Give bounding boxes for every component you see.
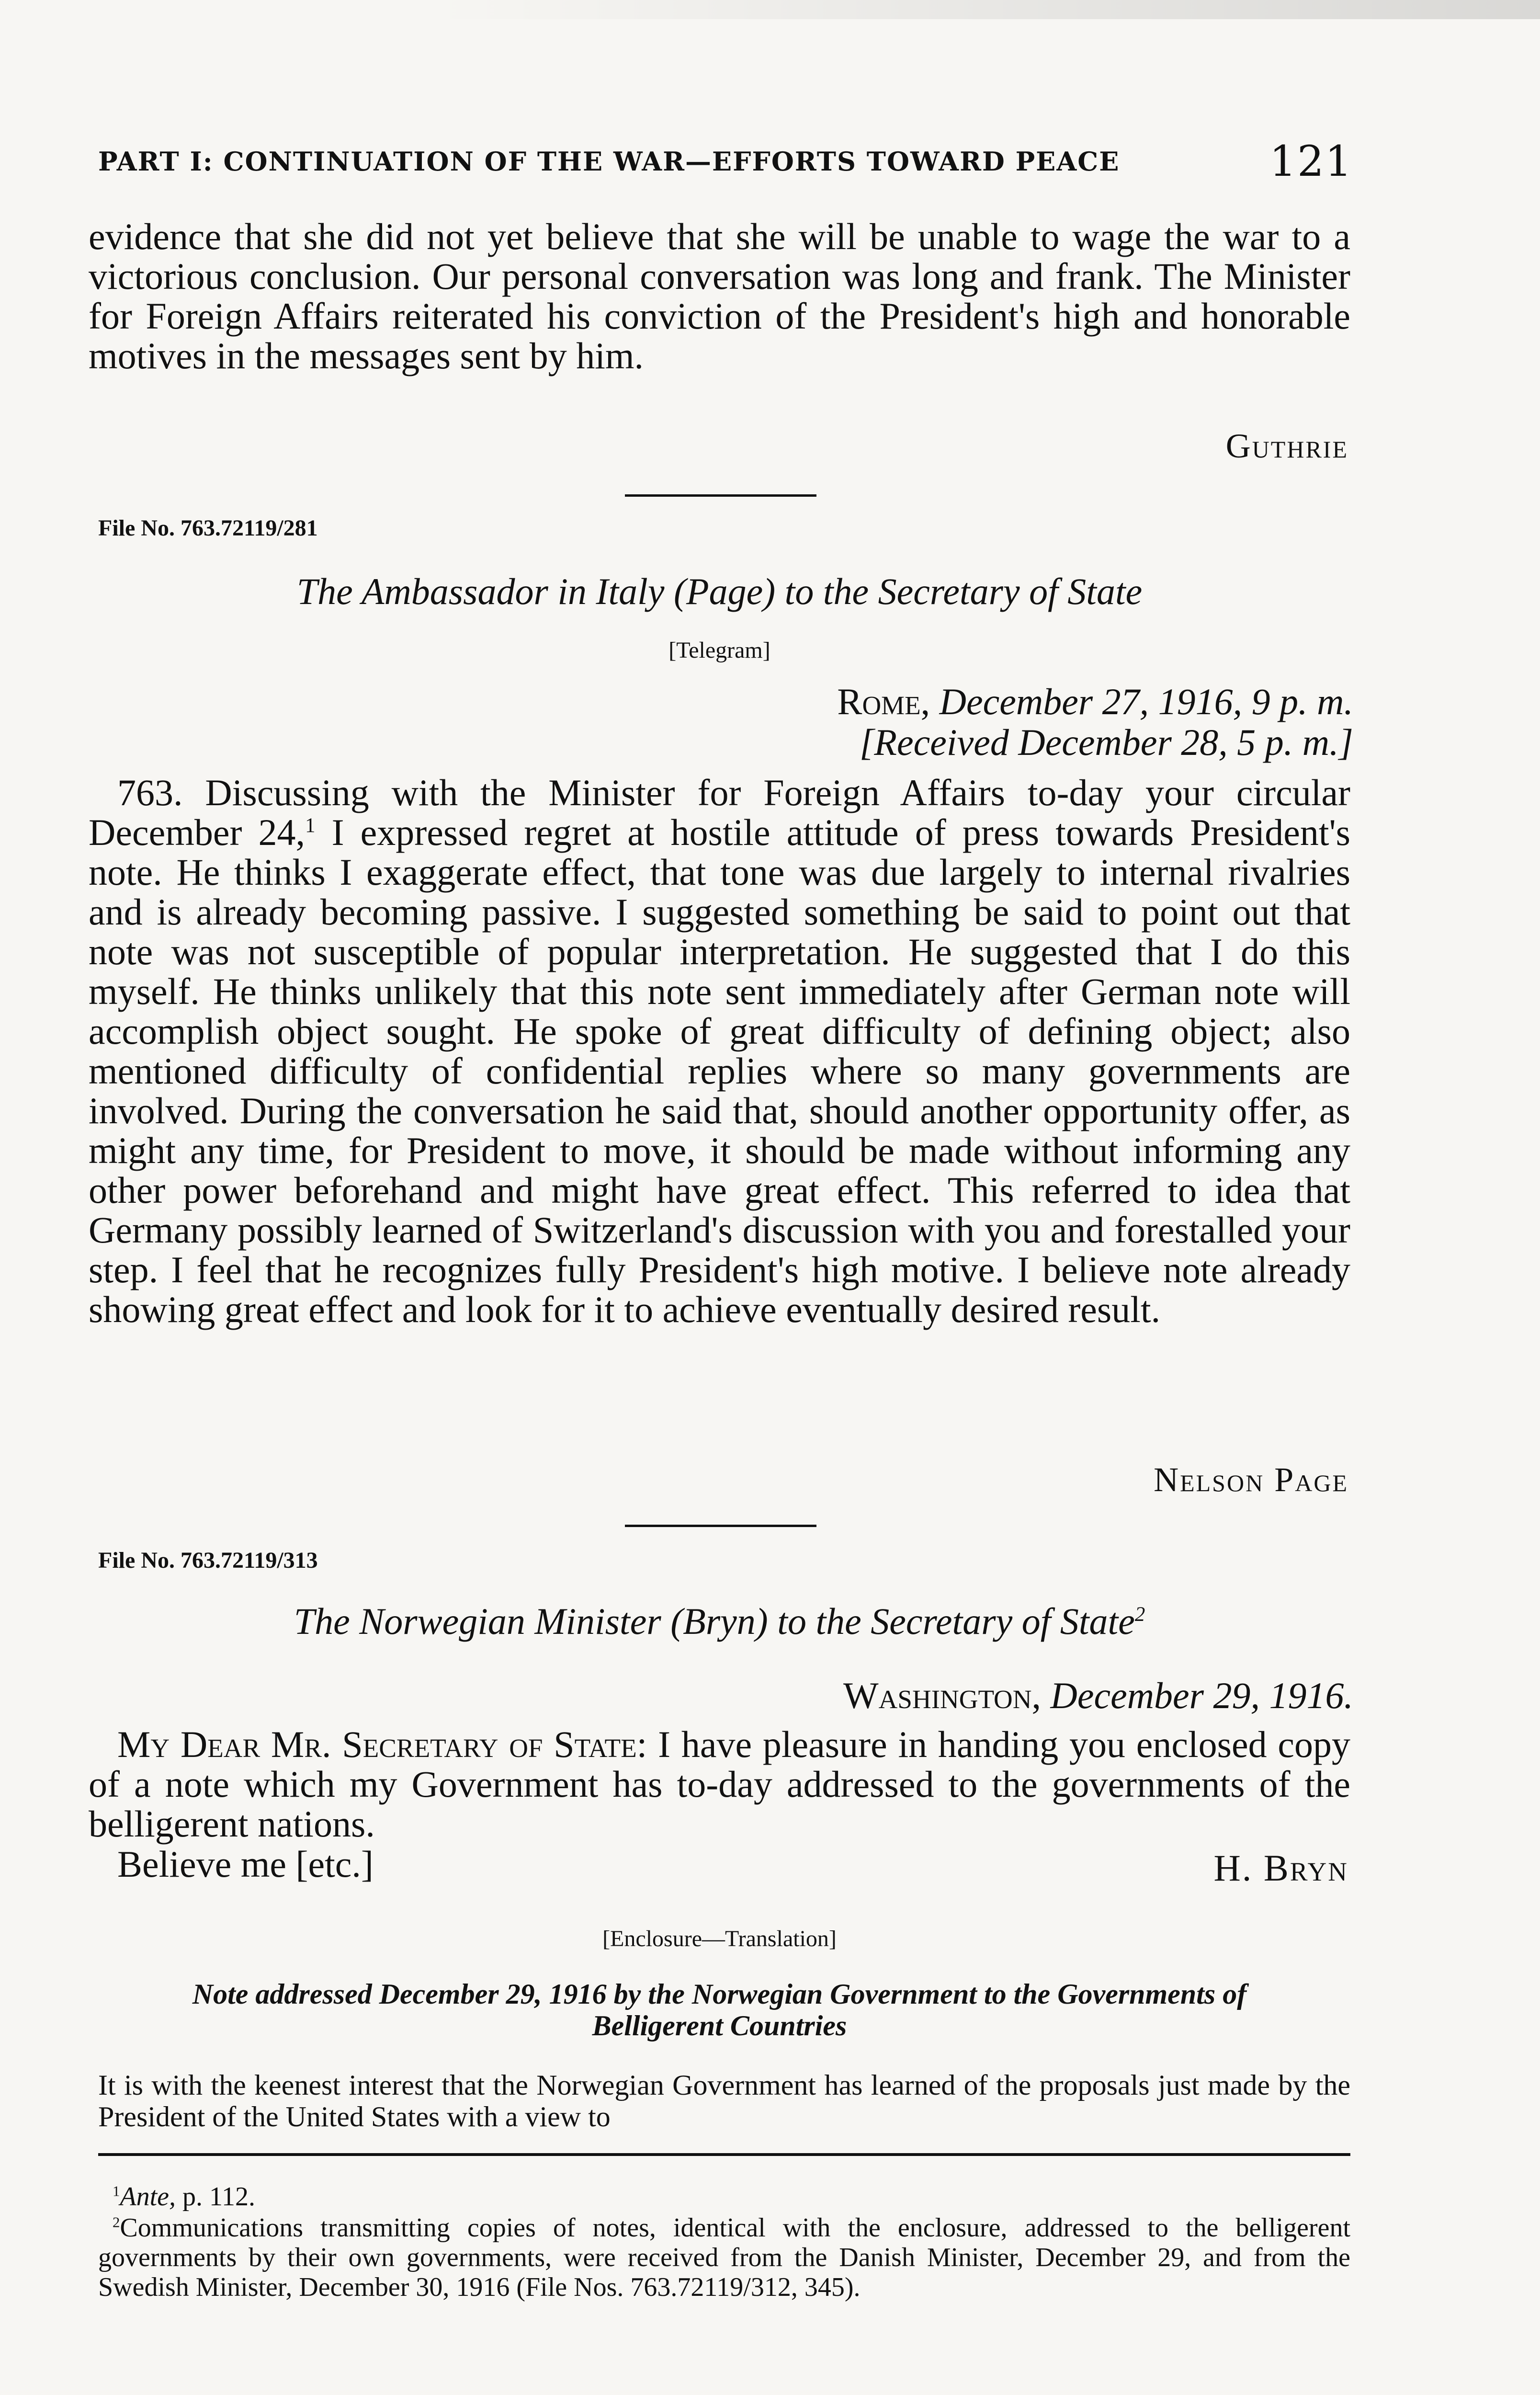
telegram-body-rest: I expressed regret at hostile attitude of press towards President's note. He thinks I exaggerate effect, that tone was due largely to internal rivalries and is already becoming passive. I suggested something be said to point out that note was not susceptible of popular interpretation. He suggested that I do this myself. He thinks unlikely that this note sent immediately after German note will accomplish object sought. He spoke of great difficulty of defining object; also mentioned difficulty of confidential replies where so many governments are involved. During the conversation he said that, should another opportunity offer, as might any time, for President to move, it should be made without informing any other power beforehand and might have great effect. This referred to idea that Germany possibly learned of Switzerland's discussion with you and forestalled your step. I feel that he recognizes fully President's high motive. I believe note already showing great effect and look for it to achieve eventually desired result. xyxy=(89,811,1350,1330)
dateline-date: December 27, 1916, 9 p. m. xyxy=(939,681,1353,722)
document-heading: The Ambassador in Italy (Page) to the Secretary of State xyxy=(296,570,1143,612)
document-heading xyxy=(89,1600,1350,1643)
footnote-text: Communications transmitting copies of notes, identical with the enclosure, addressed to the belligerent governments by their own governments, were received from the Danish Minister, December 29, and from the Swedish Minister, December 30, 1916 (File Nos. 763.72119/312, 345). xyxy=(98,2213,1350,2302)
enclosure-body: It is with the keenest interest that the Norwegian Government has learned of the proposals just made by the President of the United States with a view to xyxy=(98,2069,1350,2133)
dateline xyxy=(837,680,1353,723)
dateline-place: Rome, xyxy=(837,681,930,722)
section-divider xyxy=(625,494,816,497)
running-header xyxy=(98,137,1353,189)
footnote-ref-2[interactable]: 2 xyxy=(1134,1603,1145,1626)
telegram-body-lead: 763. Discussing with the Minister for Foreign Affairs to-day your circular December 24, xyxy=(89,772,1350,853)
footnote-1 xyxy=(98,2182,1350,2212)
received-line: [Received December 28, 5 p. m.] xyxy=(860,721,1353,763)
footnote-italic: Ante, xyxy=(120,2182,176,2212)
file-number: File No. 763.72119/281 xyxy=(98,515,318,541)
page-number: 121 xyxy=(1269,137,1353,186)
signature-nelson-page: Nelson Page xyxy=(1154,1460,1348,1499)
salutation: My Dear Mr. Secretary of State: xyxy=(117,1723,647,1765)
dateline-date: December 29, 1916. xyxy=(1050,1675,1353,1716)
signature-h-bryn: H. Bryn xyxy=(1213,1847,1348,1889)
file-number: File No. 763.72119/313 xyxy=(98,1548,318,1573)
dateline xyxy=(843,1674,1353,1717)
closing: Believe me [etc.] xyxy=(117,1843,374,1885)
heading-text: The Norwegian Minister (Bryn) to the Secretary of State xyxy=(294,1600,1135,1642)
signature-guthrie: Guthrie xyxy=(1225,427,1348,465)
footnote-mark: 2 xyxy=(113,2214,120,2231)
footnote-divider xyxy=(98,2153,1350,2156)
footnote-text: p. 112. xyxy=(176,2182,255,2212)
letter-body-text: I have pleasure in handing you enclosed copy of a note which my Government has to-day addressed to the governments of the belligerent nations. xyxy=(89,1723,1351,1845)
telegram-label: [Telegram] xyxy=(668,638,770,663)
enclosure-heading: Note addressed December 29, 1916 by the Norwegian Government to the Governments of Belligerent Countries xyxy=(192,1978,1247,2041)
section-divider xyxy=(625,1525,816,1527)
dateline-place: Washington, xyxy=(843,1675,1041,1716)
continuation-paragraph: evidence that she did not yet believe that she will be unable to wage the war to a victorious conclusion. Our personal conversation was long and frank. The Minister for Foreign Affairs reiterated his conviction of the President's high and honorable motives in the messages sent by him. xyxy=(89,216,1350,376)
footnote-ref-1[interactable]: 1 xyxy=(305,814,316,837)
enclosure-label: [Enclosure—Translation] xyxy=(602,1926,837,1951)
footnote-2 xyxy=(98,2213,1350,2302)
running-title: PART I: CONTINUATION OF THE WAR—EFFORTS TOWARD PEACE xyxy=(98,146,1120,177)
telegram-body xyxy=(89,773,1350,1329)
letter-body xyxy=(89,1724,1350,1844)
scan-edge-noise xyxy=(431,0,1540,19)
footnote-mark: 1 xyxy=(113,2183,120,2200)
